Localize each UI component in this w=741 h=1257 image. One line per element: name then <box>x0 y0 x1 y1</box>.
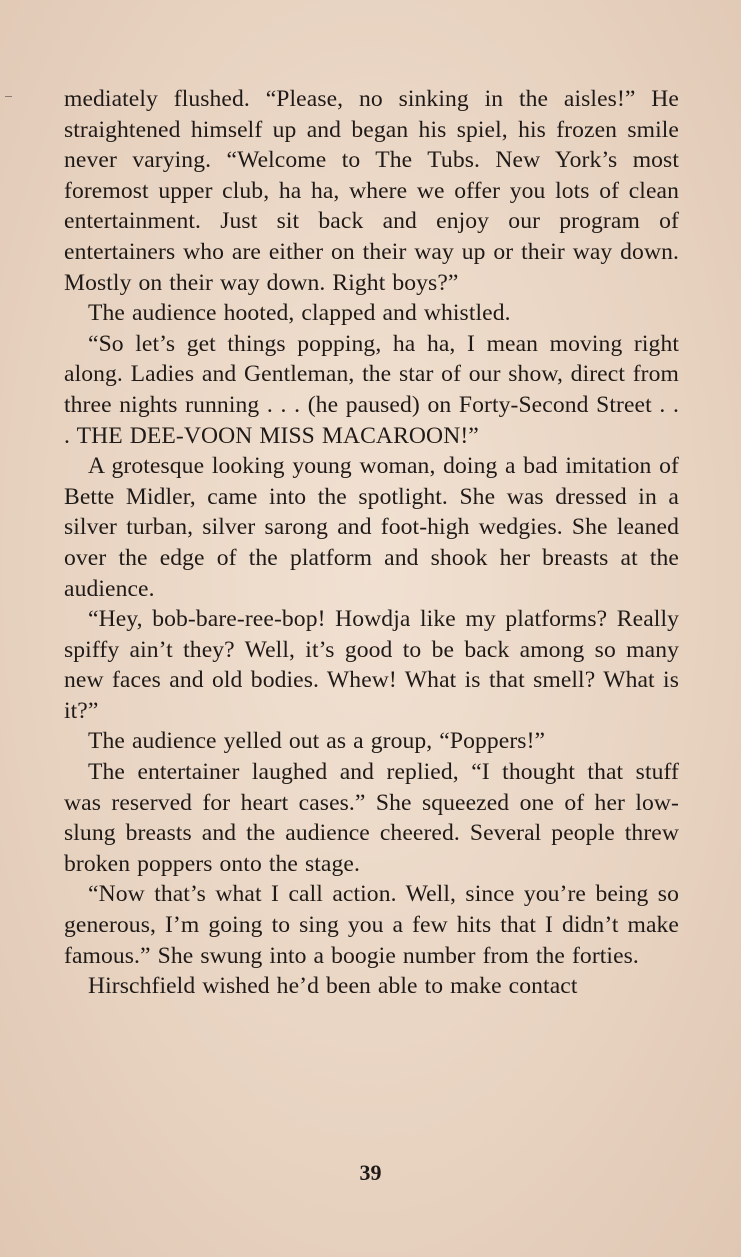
paragraph: The audience yelled out as a group, “Poppers!” <box>88 728 546 755</box>
paragraph: The audience hooted, clapped and whistled. <box>88 300 511 327</box>
paragraph-last-line: Hirschfield wished he’d been able to make contact <box>88 973 578 1000</box>
paragraph-continuation: mediately flushed. “Please, no sinking in the aisles!” He straightened himself up and began his spiel, his frozen smile never varying. “Welcome to The Tubs. New York’s most foremost upper club, ha ha, where we offer you lots of clean entertainment. Just sit back and enjoy our program of entertainers who are either on their way up or their way down. Mostly on their way down. Right boys?” <box>64 86 679 296</box>
paragraph: “So let’s get things popping, ha ha, I mean moving right along. Ladies and Gentleman, the star of our show, direct from three nights running . . . (he paused) on Forty-Second Street . . . THE DEE-VOON MISS MACAROON!” <box>64 330 679 449</box>
page-edge-mark <box>5 96 12 97</box>
body-text <box>64 84 679 1002</box>
paragraph: “Hey, bob-bare-ree-bop! Howdja like my platforms? Really spiffy ain’t they? Well, it’s good to be back among so many new faces and old bodies. Whew! What is that smell? What is it?” <box>64 606 679 724</box>
paragraph: The entertainer laughed and replied, “I thought that stuff was reserved for heart cases.” She squeezed one of her low-slung breasts and the audience cheered. Several people threw broken poppers onto the stage. <box>64 759 679 877</box>
paragraph: A grotesque looking young woman, doing a bad imitation of Bette Midler, came into the spotlight. She was dressed in a silver turban, silver sarong and foot-high wedgies. She leaned over the edge of the platform and shook her breasts at the audience. <box>64 453 679 602</box>
paragraph: “Now that’s what I call action. Well, since you’re being so generous, I’m going to sing you a few hits that I didn’t make famous.” She swung into a boogie number from the forties. <box>64 881 679 969</box>
page-number: 39 <box>359 1160 382 1185</box>
